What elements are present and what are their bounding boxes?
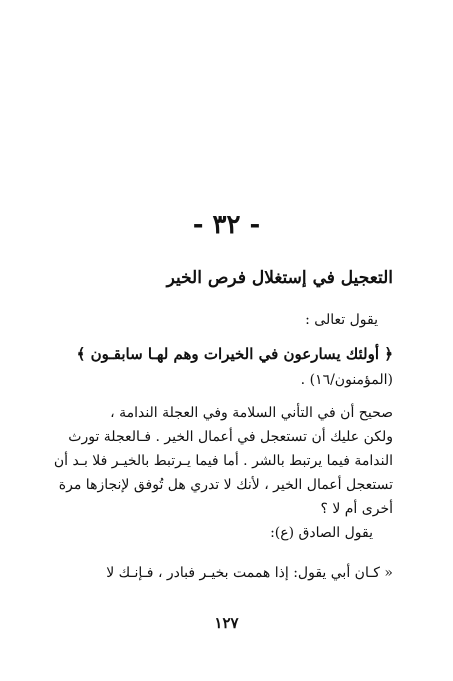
paragraph-line: صحيح أن في التأني السلامة وفي العجلة الندامة ،: [110, 405, 393, 421]
paragraph-line: أخرى أم لا ؟: [320, 501, 393, 517]
chapter-number: - ٣٢ -: [192, 210, 261, 240]
verse-intro: يقول تعالى :: [305, 312, 378, 328]
quran-verse: ﴿ أولئك يسارعون في الخيرات وهم لهـا سابقـون ﴾: [76, 345, 393, 363]
paragraph-line: ولكن عليك أن تستعجل في أعمال الخير . فـالعجلة تورث: [68, 429, 393, 445]
page-number: ١٢٧: [214, 614, 239, 632]
verse-reference: (المؤمنون/١٦) .: [300, 372, 393, 388]
chapter-title: التعجيل في إستغلال فرص الخير: [166, 268, 393, 288]
paragraph-line: تستعجل أعمال الخير ، لأنك لا تدري هل تُوفق لإنجازها مرة: [58, 477, 393, 493]
paragraph-line: الندامة فيما يرتبط بالشر . أما فيما يـرتبط بالخيـر فلا بـد أن: [53, 453, 393, 469]
quote-line: « كـان أبي يقول: إذا هممت بخيـر فبادر ، فـإنـك لا: [106, 565, 393, 581]
quote-intro: يقول الصادق (ع):: [270, 525, 373, 541]
body-paragraph: [53, 401, 393, 521]
